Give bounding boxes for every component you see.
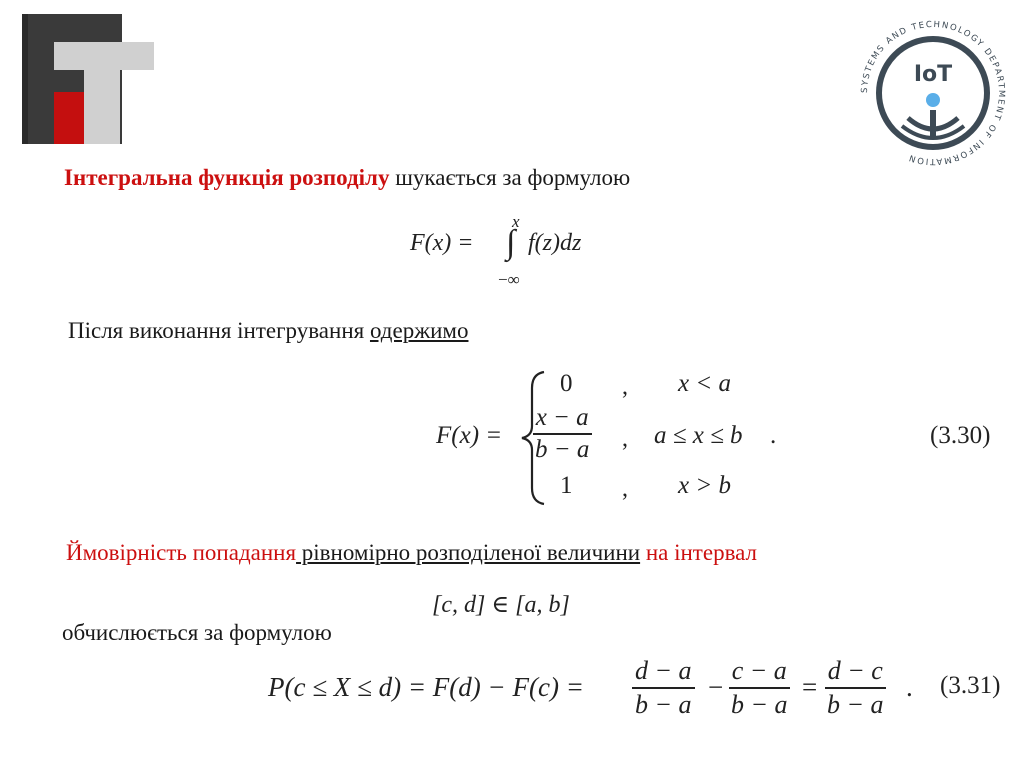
probability-formula-3-31 [268, 652, 1018, 732]
case1-value: 0 [560, 370, 573, 397]
formula331-lhs: P(c ≤ X ≤ d) = F(d) − F(c) = [268, 672, 584, 702]
formula1-lhs: F(x) = [410, 230, 474, 256]
fraction3-numerator: d − c [825, 656, 886, 689]
fraction-d-a [632, 656, 695, 720]
case1-condition: x < a [678, 370, 731, 397]
equation-number-3-31: (3.31) [940, 672, 1001, 699]
fraction2-numerator: c − a [729, 656, 790, 689]
equals-sign: = [802, 672, 818, 702]
probability-part1: Ймовірність попадання [66, 540, 297, 565]
minus-sign: − [708, 672, 724, 702]
case1-comma: , [622, 374, 628, 400]
case3-value: 1 [560, 472, 573, 499]
department-logo [22, 14, 154, 144]
formula1-lower-limit: −∞ [498, 270, 520, 289]
probability-part2: рівномірно розподіленої величини [296, 540, 641, 565]
probability-sentence [66, 540, 757, 566]
formula331-period: . [906, 672, 913, 702]
case2-fraction [532, 404, 592, 464]
case2-numerator: x − a [533, 404, 592, 435]
interval-expression: [c, d] ∈ [a, b] [432, 592, 570, 618]
integral-sign: ∫ [506, 224, 516, 261]
fraction1-denominator: b − a [635, 690, 692, 719]
fraction-c-a [728, 656, 791, 720]
case3-comma: , [622, 476, 628, 502]
case2-comma: , [622, 426, 628, 452]
equation-number-3-30: (3.30) [930, 422, 991, 449]
case3-condition: x > b [678, 472, 731, 499]
fraction-d-c [824, 656, 887, 720]
fraction2-denominator: b − a [731, 690, 788, 719]
computed-by-formula-text: обчислюється за формулою [62, 620, 332, 645]
after-text-lead: Після виконання інтегрування [68, 318, 370, 343]
formula1-integrand: f(z)dz [528, 230, 582, 256]
logo-ring-text: SYSTEMS AND TECHNOLOGY DEPARTMENT OF INFORMATION [859, 19, 1007, 167]
formula330-period: . [770, 422, 777, 449]
iot-department-logo [858, 18, 1008, 168]
after-text-underlined: одержимо [369, 318, 469, 343]
case2-condition: a ≤ x ≤ b [654, 422, 743, 449]
integral-function-term: Інтегральна функція розподілу [64, 165, 390, 190]
after-integration-sentence [68, 318, 468, 344]
integral-formula [410, 212, 610, 292]
piecewise-formula-3-30 [436, 368, 1016, 508]
fraction3-denominator: b − a [827, 690, 884, 719]
logo-center-text: IoT [913, 62, 953, 87]
fraction1-numerator: d − a [632, 656, 695, 689]
formula1-upper-limit: x [512, 212, 520, 231]
formula330-lhs: F(x) = [436, 422, 503, 449]
intro-sentence [64, 165, 630, 191]
case2-denominator: b − a [535, 436, 590, 463]
probability-part3: на інтервал [640, 540, 758, 565]
intro-rest: шукається за формулою [389, 165, 631, 190]
